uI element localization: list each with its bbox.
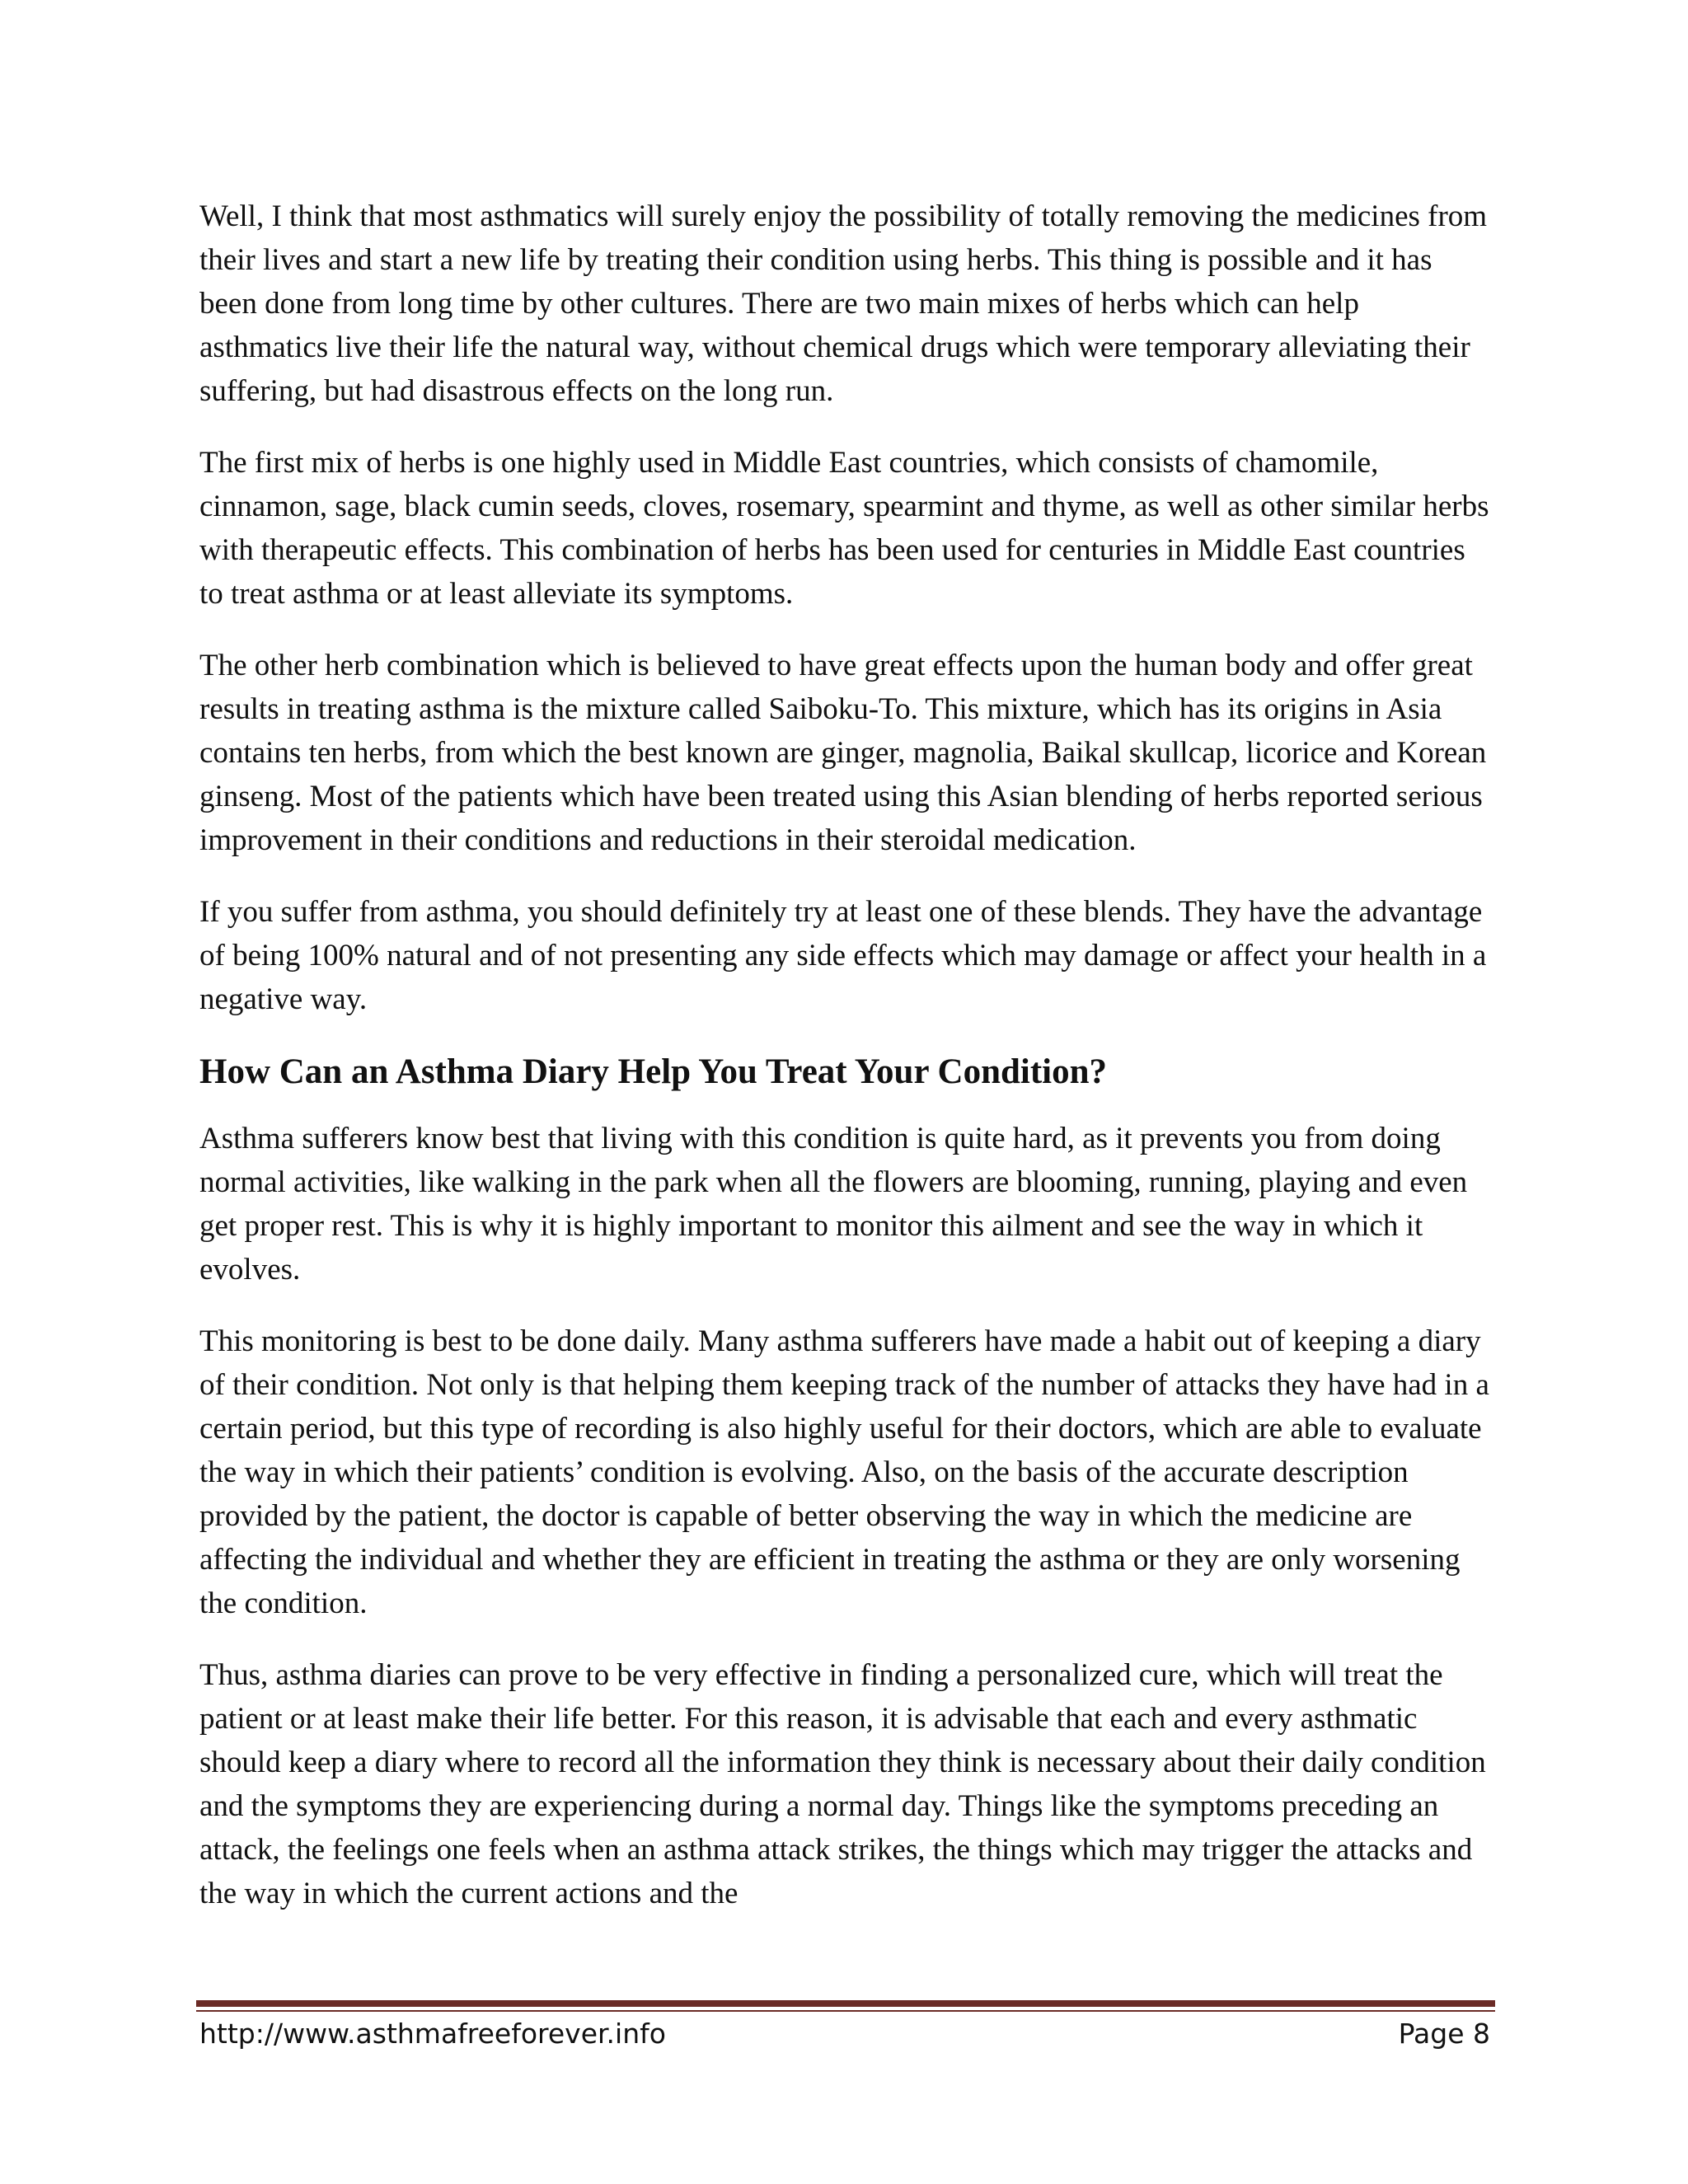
paragraph-middle-east-mix: The first mix of herbs is one highly used in Middle East countries, which consists of chamomile, cinnamon, sage, black cumin seeds, cloves, rosemary, spearmint and thyme, as well as other similar herbs with therapeutic effects. This combination of herbs has been used for centuries in Middle East countries to treat asthma or at least alleviate its symptoms. (199, 446, 1489, 611)
paragraph-herbs-intro: Well, I think that most asthmatics will surely enjoy the possibility of totally removing the medicines from their lives and start a new life by treating their condition using herbs. This thing is possible and it has been done from long time by other cultures. There are two main mixes of herbs which can help asthmatics live their life the natural way, without chemical drugs which were temporary alleviating their suffering, but had disastrous effects on the long run. (199, 199, 1488, 408)
footer-divider-thick (196, 2000, 1495, 2007)
footer-page-number: Page 8 (1398, 2018, 1490, 2050)
paragraph-daily-monitoring: This monitoring is best to be done daily. Many asthma sufferers have made a habit out of keeping a diary of their condition. Not only is that helping them keeping track of the number of attacks they have had in a certain period, but this type of recording is also highly useful for their doctors, which are able to evaluate the way in which their patients’ condition is evolving. Also, on the basis of the accurate description provided by the patient, the doctor is capable of better observing the way in which the medicine are affecting the individual and whether they are efficient in treating the asthma or they are only worsening the condition. (199, 1324, 1489, 1620)
paragraph-living-with-asthma: Asthma sufferers know best that living with this condition is quite hard, as it prevents you from doing normal activities, like walking in the park when all the flowers are blooming, running, playing and even get proper rest. This is why it is highly important to monitor this ailment and see the way in which it evolves. (199, 1122, 1468, 1286)
page-footer (199, 2014, 1493, 2055)
page-body (199, 194, 1493, 1943)
paragraph-saiboku-to: The other herb combination which is believed to have great effects upon the human body and offer great results in treating asthma is the mixture called Saiboku-To. This mixture, which has its origins in Asia contains ten herbs, from which the best known are ginger, magnolia, Baikal skullcap, licorice and Korean ginseng. Most of the patients which have been treated using this Asian blending of herbs reported serious improvement in their conditions and reductions in their steroidal medication. (199, 649, 1487, 857)
paragraph-asthma-diaries: Thus, asthma diaries can prove to be very effective in finding a personalized cure, which will treat the patient or at least make their life better. For this reason, it is advisable that each and every asthmatic should keep a diary where to record all the information they think is necessary about their daily condition and the symptoms they are experiencing during a normal day. Things like the symptoms preceding an attack, the feelings one feels when an asthma attack strikes, the things which may trigger the attacks and the way in which the current actions and the (199, 1658, 1486, 1910)
paragraph-try-blends: If you suffer from asthma, you should definitely try at least one of these blends. They have the advantage of being 100% natural and of not presenting any side effects which may damage or affect your health in a negative way. (199, 895, 1487, 1016)
footer-url-link[interactable]: http://www.asthmafreeforever.info (199, 2018, 666, 2050)
section-heading: How Can an Asthma Diary Help You Treat Your Condition? (199, 1052, 1108, 1091)
footer-divider-thin (196, 2010, 1495, 2012)
